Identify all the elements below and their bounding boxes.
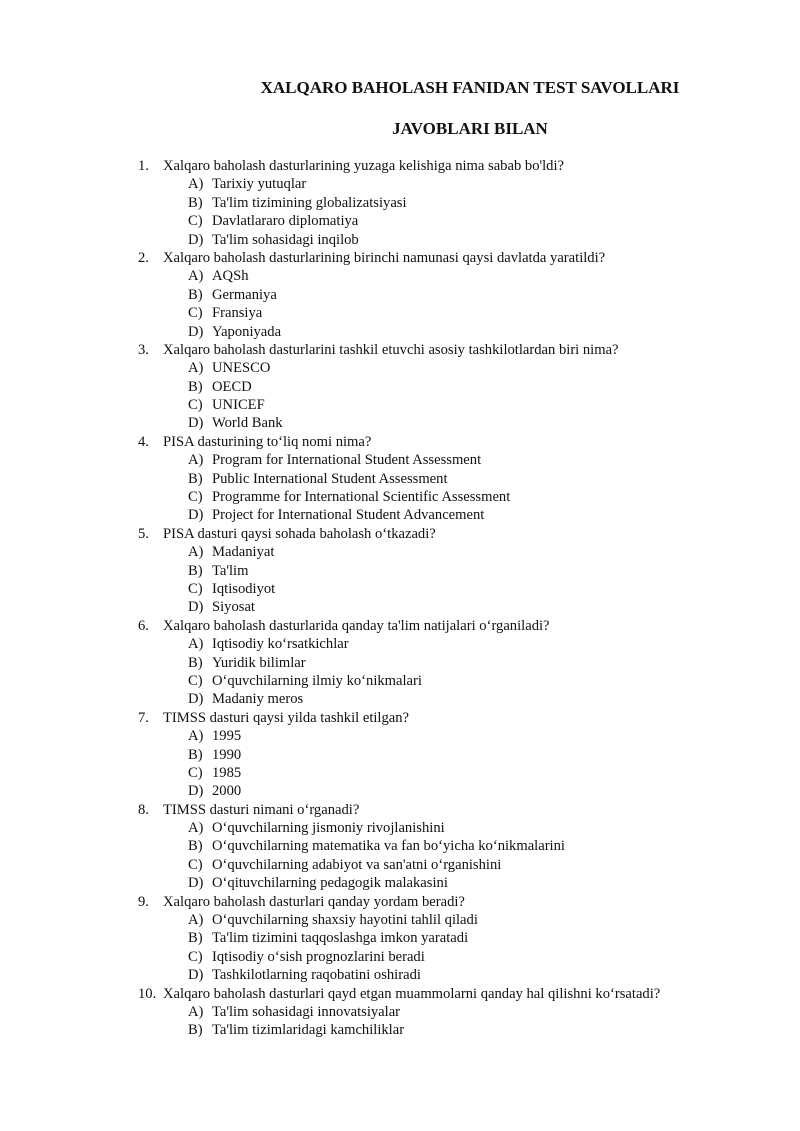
question-line — [0, 433, 800, 451]
answer-option — [0, 414, 800, 432]
option-text: Program for International Student Assessment — [212, 452, 482, 469]
question-text: PISA dasturining to‘liq nomi nima? — [163, 433, 372, 450]
option-letter: B) — [188, 654, 203, 671]
question-item — [0, 341, 800, 433]
document-subtitle: JAVOBLARI BILAN — [392, 119, 548, 138]
question-line — [0, 893, 800, 911]
answer-option — [0, 231, 800, 249]
option-letter: B) — [188, 1022, 203, 1039]
option-letter: B) — [188, 930, 203, 947]
option-letter: D) — [188, 231, 204, 248]
option-letter: C) — [188, 672, 203, 689]
option-text: 1995 — [212, 728, 242, 745]
option-letter: A) — [188, 176, 204, 193]
option-letter: D) — [188, 967, 204, 984]
answer-option — [0, 488, 800, 506]
option-letter: A) — [188, 268, 204, 285]
question-list — [0, 157, 800, 1040]
question-text: PISA dasturi qaysi sohada baholash o‘tkazadi? — [163, 525, 436, 542]
answer-option — [0, 451, 800, 469]
option-text: Ta'lim tizimining globalizatsiyasi — [212, 194, 407, 211]
option-letter: B) — [188, 746, 203, 763]
option-letter: D) — [188, 783, 204, 800]
answer-options — [0, 543, 800, 617]
answer-option — [0, 929, 800, 947]
question-text: Xalqaro baholash dasturlari qanday yordam beradi? — [163, 893, 465, 910]
answer-option — [0, 635, 800, 653]
option-text: Germaniya — [212, 286, 277, 303]
question-item — [0, 249, 800, 341]
option-letter: A) — [188, 636, 204, 653]
question-line — [0, 985, 800, 1003]
question-number: 6. — [138, 617, 149, 634]
option-letter: B) — [188, 470, 203, 487]
answer-option — [0, 580, 800, 598]
answer-options — [0, 911, 800, 985]
option-text: Ta'lim tizimini taqqoslashga imkon yaratadi — [212, 930, 469, 947]
option-letter: B) — [188, 378, 203, 395]
question-item — [0, 801, 800, 893]
answer-option — [0, 286, 800, 304]
option-text: 1990 — [212, 746, 242, 763]
option-letter: A) — [188, 544, 204, 561]
question-item — [0, 157, 800, 249]
answer-option — [0, 323, 800, 341]
option-text: Project for International Student Advancement — [212, 507, 485, 524]
option-letter: A) — [188, 728, 204, 745]
question-number: 10. — [138, 985, 157, 1002]
option-letter: B) — [188, 838, 203, 855]
answer-option — [0, 782, 800, 800]
question-text: Xalqaro baholash dasturlarini tashkil etuvchi asosiy tashkilotlardan biri nima? — [163, 341, 619, 358]
option-text: UNICEF — [212, 397, 265, 414]
question-number: 5. — [138, 525, 149, 542]
option-letter: D) — [188, 875, 204, 892]
answer-option — [0, 837, 800, 855]
answer-option — [0, 212, 800, 230]
answer-option — [0, 948, 800, 966]
option-letter: C) — [188, 948, 203, 965]
answer-option — [0, 598, 800, 616]
option-text: Davlatlararo diplomatiya — [212, 213, 359, 230]
answer-option — [0, 562, 800, 580]
answer-option — [0, 378, 800, 396]
option-text: 1985 — [212, 764, 242, 781]
option-letter: C) — [188, 397, 203, 414]
option-letter: D) — [188, 507, 204, 524]
answer-option — [0, 966, 800, 984]
option-text: Programme for International Scientific Assessment — [212, 489, 511, 506]
option-text: Iqtisodiyot — [212, 580, 276, 597]
option-text: Public International Student Assessment — [212, 470, 448, 487]
option-text: O‘quvchilarning shaxsiy hayotini tahlil qiladi — [212, 912, 478, 929]
answer-option — [0, 1003, 800, 1021]
answer-option — [0, 194, 800, 212]
question-item — [0, 617, 800, 709]
question-text: TIMSS dasturi nimani o‘rganadi? — [163, 801, 360, 818]
option-text: Siyosat — [212, 599, 255, 616]
question-item — [0, 985, 800, 1040]
option-text: Iqtisodiy o‘sish prognozlarini beradi — [212, 948, 425, 965]
option-letter: D) — [188, 323, 204, 340]
option-text: OECD — [212, 378, 252, 395]
option-letter: C) — [188, 580, 203, 597]
option-text: Tarixiy yutuqlar — [212, 176, 307, 193]
option-letter: B) — [188, 562, 203, 579]
answer-option — [0, 746, 800, 764]
question-number: 1. — [138, 158, 149, 174]
answer-option — [0, 267, 800, 285]
option-text: Yuridik bilimlar — [212, 654, 306, 671]
option-letter: C) — [188, 213, 203, 230]
answer-option — [0, 672, 800, 690]
option-text: 2000 — [212, 783, 242, 800]
answer-options — [0, 267, 800, 341]
answer-option — [0, 874, 800, 892]
option-letter: C) — [188, 856, 203, 873]
option-letter: A) — [188, 912, 204, 929]
question-item — [0, 709, 800, 801]
option-letter: C) — [188, 489, 203, 506]
answer-options — [0, 635, 800, 709]
option-letter: D) — [188, 691, 204, 708]
option-text: Ta'lim tizimlaridagi kamchiliklar — [212, 1022, 405, 1039]
option-text: Madaniy meros — [212, 691, 304, 708]
question-line — [0, 341, 800, 359]
option-text: Ta'lim sohasidagi inqilob — [212, 231, 359, 248]
question-line — [0, 525, 800, 543]
option-text: Tashkilotlarning raqobatini oshiradi — [212, 967, 421, 984]
option-letter: D) — [188, 415, 204, 432]
answer-option — [0, 911, 800, 929]
answer-options — [0, 175, 800, 249]
answer-options — [0, 819, 800, 893]
answer-option — [0, 764, 800, 782]
answer-options — [0, 451, 800, 525]
document-title: XALQARO BAHOLASH FANIDAN TEST SAVOLLARI — [260, 78, 680, 97]
question-text: Xalqaro baholash dasturlarining birinchi namunasi qaysi davlatda yaratildi? — [163, 249, 606, 266]
option-letter: A) — [188, 1003, 204, 1020]
answer-options — [0, 1003, 800, 1040]
option-text: World Bank — [212, 415, 283, 432]
question-number: 7. — [138, 709, 149, 726]
option-text: AQSh — [212, 268, 249, 285]
answer-option — [0, 543, 800, 561]
option-text: O‘qituvchilarning pedagogik malakasini — [212, 875, 448, 892]
option-text: Iqtisodiy ko‘rsatkichlar — [212, 636, 349, 653]
option-text: O‘quvchilarning matematika va fan bo‘yicha ko‘nikmalarini — [212, 838, 565, 855]
question-item — [0, 525, 800, 617]
question-line — [0, 157, 800, 175]
option-text: Yaponiyada — [212, 323, 282, 340]
option-letter: A) — [188, 820, 204, 837]
option-text: Ta'lim — [212, 562, 249, 579]
question-text: Xalqaro baholash dasturlari qayd etgan muammolarni qanday hal qilishni ko‘rsatadi? — [163, 985, 661, 1002]
answer-option — [0, 359, 800, 377]
question-item — [0, 433, 800, 525]
question-number: 4. — [138, 433, 149, 450]
option-letter: B) — [188, 286, 203, 303]
question-number: 8. — [138, 801, 149, 818]
answer-option — [0, 727, 800, 745]
answer-options — [0, 727, 800, 801]
option-letter: B) — [188, 194, 203, 211]
answer-option — [0, 1021, 800, 1039]
question-number: 9. — [138, 893, 149, 910]
option-letter: D) — [188, 599, 204, 616]
answer-option — [0, 654, 800, 672]
answer-option — [0, 506, 800, 524]
answer-option — [0, 819, 800, 837]
option-letter: A) — [188, 452, 204, 469]
question-line — [0, 709, 800, 727]
option-text: Madaniyat — [212, 544, 275, 561]
answer-option — [0, 175, 800, 193]
question-text: TIMSS dasturi qaysi yilda tashkil etilgan? — [163, 709, 410, 726]
question-line — [0, 617, 800, 635]
option-text: UNESCO — [212, 360, 271, 377]
answer-options — [0, 359, 800, 433]
option-letter: C) — [188, 764, 203, 781]
option-text: O‘quvchilarning adabiyot va san'atni o‘rganishini — [212, 856, 502, 873]
answer-option — [0, 690, 800, 708]
question-text: Xalqaro baholash dasturlarida qanday ta'lim natijalari o‘rganiladi? — [163, 617, 550, 634]
option-letter: C) — [188, 305, 203, 322]
question-line — [0, 801, 800, 819]
answer-option — [0, 856, 800, 874]
question-line — [0, 249, 800, 267]
question-text: Xalqaro baholash dasturlarining yuzaga kelishiga nima sabab bo'ldi? — [163, 158, 565, 174]
option-text: O‘quvchilarning jismoniy rivojlanishini — [212, 820, 445, 837]
answer-option — [0, 304, 800, 322]
question-number: 2. — [138, 249, 149, 266]
option-text: Fransiya — [212, 305, 263, 322]
answer-option — [0, 396, 800, 414]
question-item — [0, 893, 800, 985]
option-text: O‘quvchilarning ilmiy ko‘nikmalari — [212, 672, 422, 689]
question-number: 3. — [138, 341, 149, 358]
option-text: Ta'lim sohasidagi innovatsiyalar — [212, 1003, 401, 1020]
answer-option — [0, 470, 800, 488]
option-letter: A) — [188, 360, 204, 377]
